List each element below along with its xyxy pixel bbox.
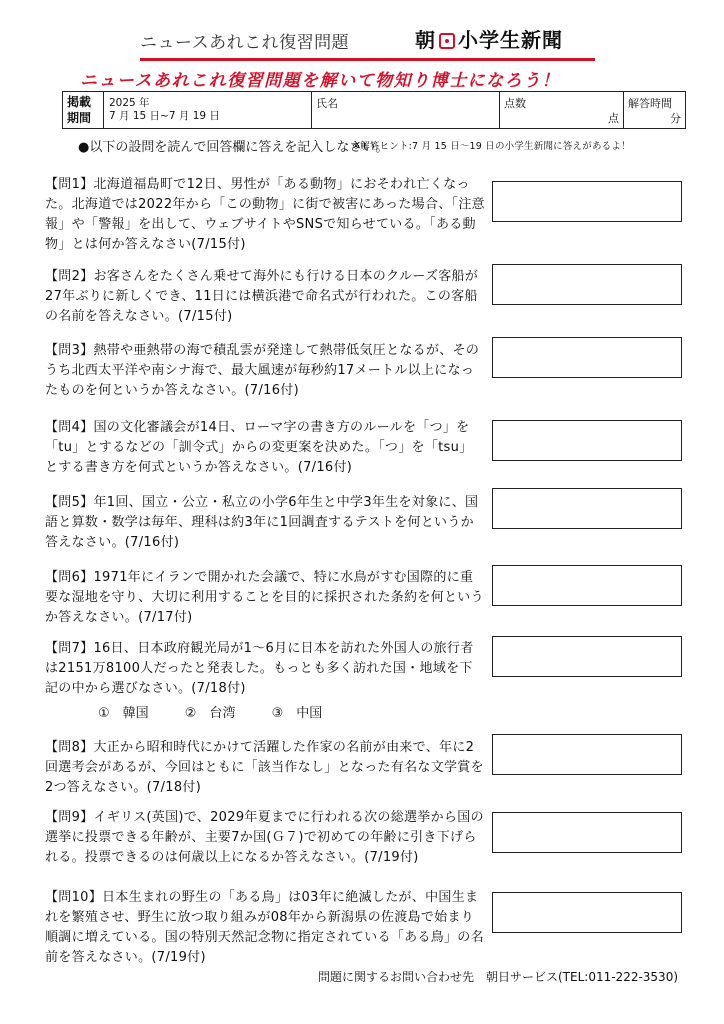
answer-box-3[interactable] [492, 337, 682, 378]
question-number: 【問1】 [45, 177, 94, 192]
question-text: 1971年にイランで開かれた会議で、特に水鳥がすむ国際的に重要な湿地を守り、大切に利用することを目的に採択された条約を何というか答えなさい。(7/17付) [45, 570, 484, 625]
time-label: 解答時間 [628, 97, 672, 110]
period-value-cell [103, 92, 312, 128]
question-number: 【問3】 [45, 343, 94, 358]
score-field[interactable] [499, 92, 624, 128]
question-text: 年1回、国立・公立・私立の小学6年生と中学3年生を対象に、国語と算数・数学は毎年、理科は約3年に1回調査するテストを何というか答えなさい。(7/16付) [45, 495, 479, 550]
question-text: イギリス(英国)で、2029年夏までに行われる次の総選挙から国の選挙に投票できる年齢が、主要7か国(Ｇ７)で初めての年齢に引き下げられる。投票できるのは何歳以上になるか答えなさい。(7/19付) [45, 810, 484, 865]
question-number: 【問8】 [45, 740, 94, 755]
header-rule [140, 58, 595, 61]
choice-3: ③ 中国 [271, 706, 323, 721]
question-5 [45, 493, 485, 553]
answer-box-7[interactable] [492, 636, 682, 677]
answer-box-5[interactable] [492, 488, 682, 529]
question-1 [45, 175, 485, 255]
question-text: 16日、日本政府観光局が1～6月に日本を訪れた外国人の旅行者は2151万8100人だったと発表した。もっとも多く訪れた国・地域を下記の中から選びなさい。(7/18付) [45, 641, 474, 696]
question-number: 【問4】 [45, 420, 94, 435]
info-table [62, 91, 686, 129]
answer-box-10[interactable] [492, 892, 682, 933]
question-number: 【問9】 [45, 810, 94, 825]
score-unit: 点 [608, 112, 619, 125]
name-label: 氏名 [316, 97, 338, 110]
page-header [140, 22, 595, 58]
answer-box-9[interactable] [492, 812, 682, 853]
question-9 [45, 808, 485, 868]
choice-1: ① 韓国 [98, 706, 149, 721]
question-number: 【問6】 [45, 570, 94, 585]
brand-suffix: 小学生新聞 [458, 28, 563, 52]
choice-2: ② 台湾 [184, 706, 236, 721]
answer-box-8[interactable] [492, 734, 682, 775]
brand-prefix: 朝 [415, 28, 436, 52]
period-label-2: 期間 [67, 111, 92, 125]
score-label: 点数 [504, 97, 526, 110]
answer-box-4[interactable] [492, 420, 682, 461]
question-number: 【問10】 [45, 890, 103, 905]
period-range: 7 月 15 日~7 月 19 日 [109, 110, 220, 122]
tagline: ニュースあれこれ復習問題を解いて物知り博士になろう！ [80, 71, 561, 91]
instruction: ●以下の設問を読んで回答欄に答えを記入しなさい。 [78, 140, 389, 155]
question-text: お客さんをたくさん乗せて海外にも行ける日本のクルーズ客船が27年ぶりに新しくでき、11日には横浜港で命名式が行われた。この客船の名前を答えなさい。(7/15付) [45, 269, 479, 324]
question-7-choices [98, 702, 354, 721]
period-label-1: 掲載 [67, 95, 92, 109]
answer-box-6[interactable] [492, 565, 682, 606]
question-text: 北海道福島町で12日、男性が「ある動物」におそわれ亡くなった。北海道では2022年から「この動物」に街で被害にあった場合、「注意報」や「警報」を出して、ウェブサイトやSNSで知らせている。「ある動物」とは何か答えなさい(7/15付) [45, 177, 485, 252]
question-text: 国の文化審議会が14日、ローマ字の書き方のルールを「つ」を「tu」とするなどの「訓令式」からの変更案を決めた。「つ」を「tsu」とする書き方を何式というか答えなさい。(7/16付) [45, 420, 473, 475]
question-7 [45, 639, 485, 699]
question-number: 【問2】 [45, 269, 94, 284]
sun-logo-icon [439, 33, 455, 49]
answer-box-1[interactable] [492, 181, 682, 222]
time-field[interactable] [623, 92, 685, 128]
time-unit: 分 [670, 112, 681, 125]
question-text: 日本生まれの野生の「ある鳥」は03年に絶滅したが、中国生まれを繁殖させ、野生に放つ取り組みが08年から新潟県の佐渡島で始まり順調に増えている。国の特別天然記念物に指定されている「ある鳥」の名前を答えなさい。(7/19付) [45, 890, 484, 965]
newspaper-brand [415, 24, 563, 53]
period-label-cell [63, 92, 104, 128]
question-10 [45, 888, 485, 968]
question-number: 【問5】 [45, 495, 94, 510]
header-subtitle: ニュースあれこれ復習問題 [140, 33, 350, 53]
question-text: 熱帯や亜熱帯の海で積乱雲が発達して熱帯低気圧となるが、そのうち北西太平洋や南シナ海で、最大風速が毎秒約17メートル以上になったものを何というか答えなさい。(7/16付) [45, 343, 480, 398]
answer-box-2[interactable] [492, 264, 682, 305]
question-8 [45, 738, 485, 798]
question-3 [45, 341, 485, 401]
question-6 [45, 568, 485, 628]
question-number: 【問7】 [45, 641, 94, 656]
question-2 [45, 267, 485, 327]
question-4 [45, 418, 485, 478]
question-text: 大正から昭和時代にかけて活躍した作家の名前が由来で、年に2回選考会があるが、今回はともに「該当作なし」となった有名な文学賞を2つ答えなさい。(7/18付) [45, 740, 484, 795]
name-field[interactable] [311, 92, 500, 128]
contact-footer: 問題に関するお問い合わせ先 朝日サービス(TEL:011-222-3530) [318, 970, 679, 984]
period-year: 2025 年 [109, 97, 150, 109]
answer-hint: ※解答ヒント:7 月 15 日～19 日の小学生新聞に答えがあるよ！ [352, 141, 631, 152]
